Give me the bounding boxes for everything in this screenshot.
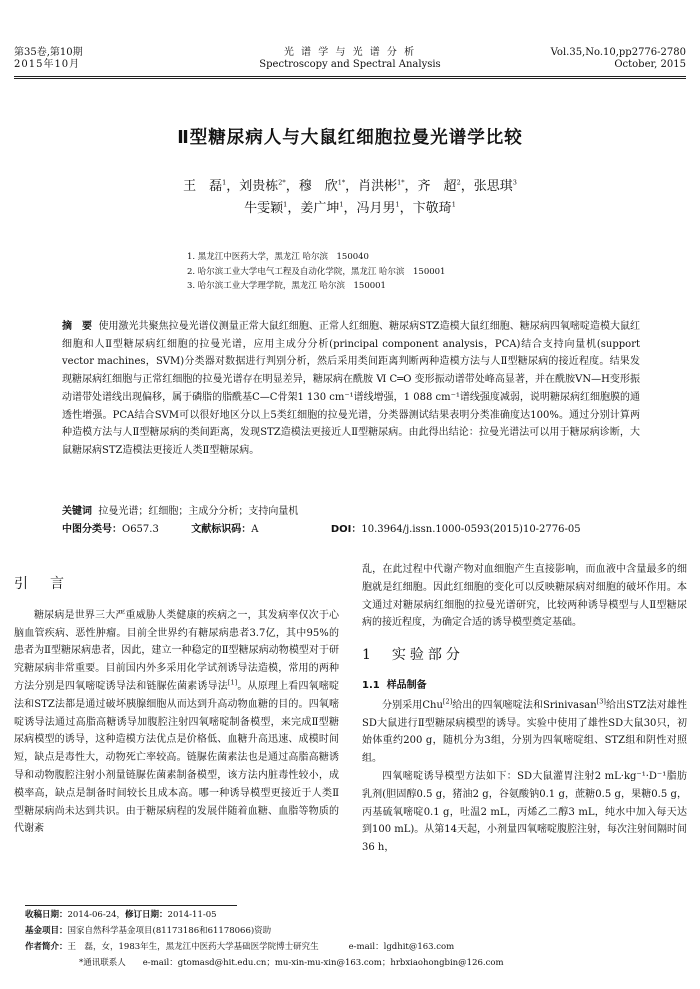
author-name: 刘贵栋 xyxy=(239,179,279,194)
author-bio-text: 王 磊，女，1983年生，黑龙江中医药大学基础医学院博士研究生 xyxy=(67,942,319,952)
author-separator: ， xyxy=(343,201,357,216)
author-name: 卞敬琦 xyxy=(412,201,452,216)
revised-label: 修订日期： xyxy=(125,910,168,920)
header-rule-thin xyxy=(14,78,686,79)
citation-1: [1] xyxy=(227,678,238,687)
right-column xyxy=(362,561,687,857)
intro-continuation: 乱，在此过程中代谢产物对血细胞产生直接影响，而血液中含量最多的细胞就是红细胞。因此红细胞的变化可以反映糖尿病对细胞的破坏作用。本文通过对糖尿病红细胞的拉曼光谱研究，比较两种诱导模型与人Ⅱ型糖尿病的接近程度，为确定合适的诱导模型奠定基础。 xyxy=(362,564,687,629)
author-email: e-mail：lgdhit@163.com xyxy=(348,942,455,952)
doi: 10.3964/j.issn.1000-0593(2015)10-2776-05 xyxy=(361,524,581,535)
classification xyxy=(62,521,640,538)
issue-date: 2015年10月 xyxy=(14,59,81,70)
method-text-c: 给出STZ法对雄性SD大鼠进行Ⅱ型糖尿病模型的诱导。实验中使用了雄性SD大鼠30只，初始体重约200 g，随机分为3组，分别为四氧嘧啶组、STZ组和阴性对照组。 xyxy=(362,699,687,765)
affiliation-2: 2. 哈尔滨工业大学电气工程及自动化学院，黑龙江 哈尔滨 150001 xyxy=(187,266,446,277)
author-affiliation-marker: 2* xyxy=(278,178,286,187)
intro-paragraph xyxy=(14,607,339,838)
volume-issue: 第35卷,第10期 xyxy=(14,47,83,58)
author-name: 王 磊 xyxy=(183,179,223,194)
section-heading-experiment xyxy=(362,647,687,665)
author-name: 冯月男 xyxy=(356,201,396,216)
corresponding-author: *通讯联系人 e-mail：gtomasd@hit.edu.cn；mu-xin-mu-xin@163.com；hrbxiaohongbin@126.com xyxy=(79,958,504,968)
footnotes xyxy=(25,907,665,971)
author-separator: ， xyxy=(460,179,474,194)
author-separator: ， xyxy=(399,201,413,216)
author-separator: ， xyxy=(287,201,301,216)
author-separator: ， xyxy=(285,179,299,194)
intro-text: 糖尿病是世界三大严重威胁人类健康的疾病之一，其发病率仅次于心脑血管疾病、恶性肿瘤。目前全世界约有糖尿病患者3.7亿，其中95%的患者为Ⅱ型糖尿病患者，因此，建立一种稳定的Ⅱ型糖尿病动物模型对于研究糖尿病非常重要。目前国内外多采用化学试剂诱导法造模，常用的两种方法分别是四氧嘧啶诱导法和链脲佐菌素诱导法 xyxy=(14,609,339,692)
keywords xyxy=(62,503,640,520)
citation-3: [3] xyxy=(596,697,606,706)
affiliation-3: 3. 哈尔滨工业大学理学院，黑龙江 哈尔滨 150001 xyxy=(187,281,386,291)
author-affiliation-marker: 1 xyxy=(395,200,400,209)
author-name: 姜广坤 xyxy=(300,201,340,216)
author-affiliation-marker: 1 xyxy=(222,178,227,187)
received-label: 收稿日期： xyxy=(25,910,68,920)
author-separator: ， xyxy=(226,179,240,194)
journal-title-en: Spectroscopy and Spectral Analysis xyxy=(259,59,441,70)
section-title: 实验部分 xyxy=(391,647,464,664)
doi-label: DOI： xyxy=(330,524,362,535)
author-name: 牛雯颖 xyxy=(244,201,284,216)
citation-2: [2] xyxy=(442,697,453,706)
subsection-title: 样品制备 xyxy=(386,679,427,691)
journal-pages xyxy=(551,47,686,71)
subsection-heading xyxy=(362,677,687,695)
affiliations xyxy=(187,250,445,294)
author-line-1 xyxy=(60,176,640,198)
received-dates xyxy=(25,907,665,923)
subsection-number: 1.1 xyxy=(362,679,380,691)
author-line-2 xyxy=(60,198,640,220)
method-text-b: 给出的四氧嘧啶法和Srinivasan xyxy=(452,699,597,711)
clc-label: 中图分类号： xyxy=(62,524,122,535)
journal-title-cn: 光 谱 学 与 光 谱 分 析 xyxy=(283,47,417,58)
clc-code: O657.3 xyxy=(122,524,159,535)
author-separator: ， xyxy=(345,179,359,194)
method-text-a: 分别采用Chu xyxy=(382,699,443,711)
doc-code-label: 文献标识码： xyxy=(191,524,252,535)
funding xyxy=(25,923,665,939)
received-date: 2014-06-24， xyxy=(67,910,126,920)
header-rule xyxy=(14,76,686,77)
author-name: 齐 超 xyxy=(417,179,457,194)
doc-code: A xyxy=(251,524,259,535)
author-affiliation-marker: 1* xyxy=(337,178,346,187)
author-affiliation-marker: 1* xyxy=(397,178,405,187)
keywords-text: 拉曼光谱；红细胞；主成分分析；支持向量机 xyxy=(98,506,299,517)
abstract xyxy=(62,318,640,460)
section-heading-intro: 引 言 xyxy=(14,576,68,592)
revised-date: 2014-11-05 xyxy=(167,910,217,920)
left-column xyxy=(14,576,339,838)
author-separator: ， xyxy=(404,179,418,194)
section-number: 1 xyxy=(362,647,375,664)
abstract-text: 使用激光共聚焦拉曼光谱仪测量正常大鼠红细胞、正常人红细胞、糖尿病STZ造模大鼠红细胞、糖尿病四氧嘧啶造模大鼠红细胞和人Ⅱ型糖尿病红细胞的拉曼光谱，应用主成分分析(principal component analysis，PCA)结合支持向量机(support vector machines，SVM)分类器对数据进行判别分析，然后采用类间距离判断两种造模方法与人Ⅱ型糖尿病的接近程度。结果发现糖尿病红细胞与正常红细胞的拉曼光谱存在明显差异，糖尿病在酰胺 Ⅵ C═O 变形振动谱带处峰高显著，并在酰胺ⅤN—H变形振动谱带处谱线出现偏移，属于磷脂的脂酰基C—C骨架1 130 cm⁻¹谱线增强，1 088 cm⁻¹谱线强度减弱，说明糖尿病红细胞膜的通透性增强。PCA结合SVM可以很好地区分以上5类红细胞的拉曼光谱，分类器测试结果表明分类准确度达100%。通过分别计算两种造模方法与人Ⅱ型糖尿病的类间距离，发现STZ造模法更接近人Ⅱ型糖尿病。由此得出结论：拉曼光谱法可以用于糖尿病诊断，大鼠糖尿病STZ造模法更接近人类Ⅱ型糖尿病。 xyxy=(62,321,641,456)
month-year: October, 2015 xyxy=(614,59,686,70)
footnote-rule xyxy=(25,905,237,906)
author-name: 肖洪彬 xyxy=(358,179,398,194)
affiliation-1: 1. 黑龙江中医药大学，黑龙江 哈尔滨 150040 xyxy=(187,252,369,262)
author-affiliation-marker: 1 xyxy=(451,200,456,209)
journal-volume xyxy=(14,47,83,71)
author-bio-label: 作者简介： xyxy=(25,942,68,952)
author-affiliation-marker: 3 xyxy=(512,178,517,187)
intro-text-cont: 。从原理上看四氧嘧啶法和STZ法都是通过破坏胰腺细胞从而达到升高动物血糖的目的。四氧嘧啶诱导法通过高脂高糖诱导加腹腔注射四氧嘧啶制备模型，来完成Ⅱ型糖尿病模型的诱导，这种造模方法优点是价格低、血糖升高迅速、成模时间短，缺点是毒性大，动物死亡率较高。链脲佐菌素法也是通过高脂高糖诱导和动物腹腔注射小剂量链脲佐菌素制备模型，该方法内脏毒性较小，成模率高，缺点是制备时间较长且成本高。哪一种诱导模型更接近于人类Ⅱ型糖尿病尚未达到共识。由于糖尿病程的发展伴随着血糖、血脂等物质的代谢紊 xyxy=(14,680,340,835)
author-affiliation-marker: 1 xyxy=(339,200,344,209)
method-paragraph-2: 四氧嘧啶诱导模型方法如下：SD大鼠灌胃注射2 mL·kg⁻¹·D⁻¹脂肪乳剂(胆固醇0.5 g，猪油2 g，谷氨酸钠0.1 g，蔗糖0.5 g，果糖0.5 g，丙基硫氧嘧啶0.1 g，吐温2 mL，丙烯乙二醇3 mL，纯水中加入每天达到100 mL)。从第14天起，小剂量四氧嘧啶腹腔注射，每次注射间隔时间36 h， xyxy=(362,770,688,854)
paper-title: Ⅱ型糖尿病人与大鼠红细胞拉曼光谱学比较 xyxy=(177,128,523,148)
method-paragraph-1 xyxy=(362,697,687,768)
fund-text: 国家自然科学基金项目(81173186和61178066)资助 xyxy=(67,926,272,936)
journal-title xyxy=(200,47,500,71)
author-affiliation-marker: 1 xyxy=(283,200,288,209)
author-affiliation-marker: 2 xyxy=(456,178,461,187)
author-name: 张思琪 xyxy=(473,179,513,194)
author-bio xyxy=(25,939,665,955)
abstract-label: 摘 要 xyxy=(62,321,93,332)
author-name: 穆 欣 xyxy=(298,179,338,194)
volume-pages: Vol.35,No.10,pp2776-2780 xyxy=(550,47,686,58)
keywords-label: 关键词 xyxy=(62,506,92,517)
fund-label: 基金项目： xyxy=(25,926,68,936)
